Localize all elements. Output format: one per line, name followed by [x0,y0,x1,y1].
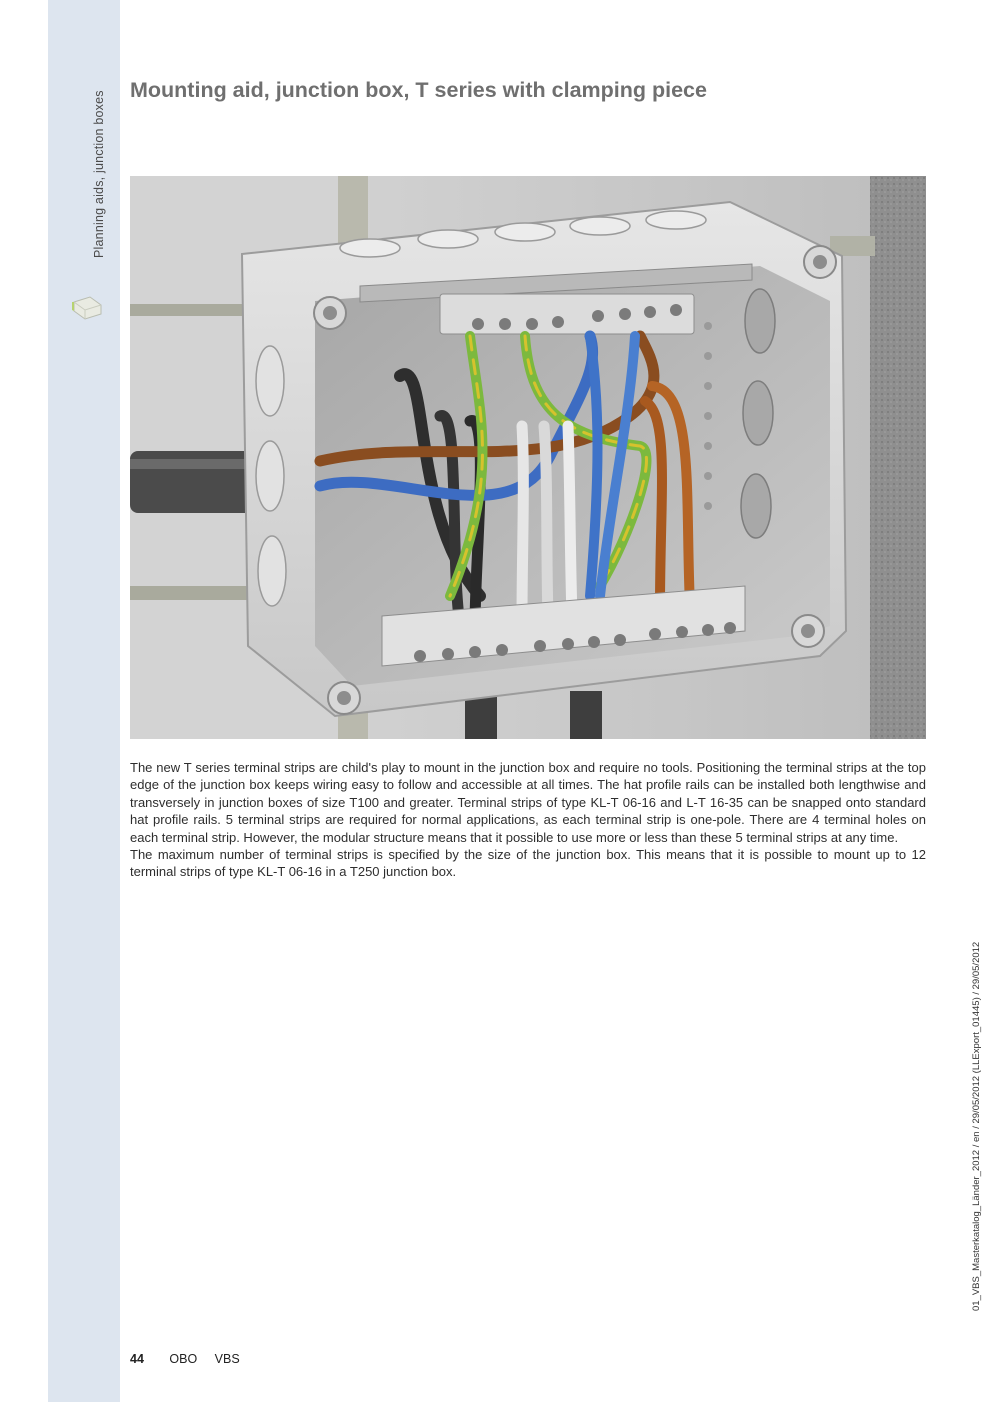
side-reference: 01_VBS_Masterkatalog_Länder_2012 / en / 29/05/2012 (LLExport_01445) / 29/05/2012 [971,941,982,1311]
body-paragraph-1: The new T series terminal strips are child's play to mount in the junction box and require no tools. Positioning the terminal strips at the top edge of the junction box keeps wiring easy to follow and accessible at all times. The hat profile rails can be installed both lengthwise and transversely in junction boxes of size T100 and greater. Terminal strips of type KL-T 06-16 and L-T 16-35 can be snapped onto standard hat profile rails. 5 terminal strips are required for normal applications, as each terminal strip is one-pole. There are 4 terminal holes on each terminal strip. However, the modular structure means that it possible to use more or less than these 5 terminal strips at any time. [130,760,926,845]
page-number: 44 [130,1352,144,1366]
footer-brand: OBO [169,1352,198,1366]
junction-box-photo [130,176,926,739]
footer-product-line: VBS [214,1352,240,1366]
footer [130,1352,254,1366]
sidebar-band [48,0,120,1402]
body-text [130,759,926,881]
body-paragraph-2: The maximum number of terminal strips is specified by the size of the junction box. This means that it is possible to mount up to 12 terminal strips of type KL-T 06-16 in a T250 junction box. [130,847,926,880]
section-label: Planning aids, junction boxes [92,90,106,258]
junction-box-icon [70,292,104,322]
page-title: Mounting aid, junction box, T series with clamping piece [130,78,707,102]
